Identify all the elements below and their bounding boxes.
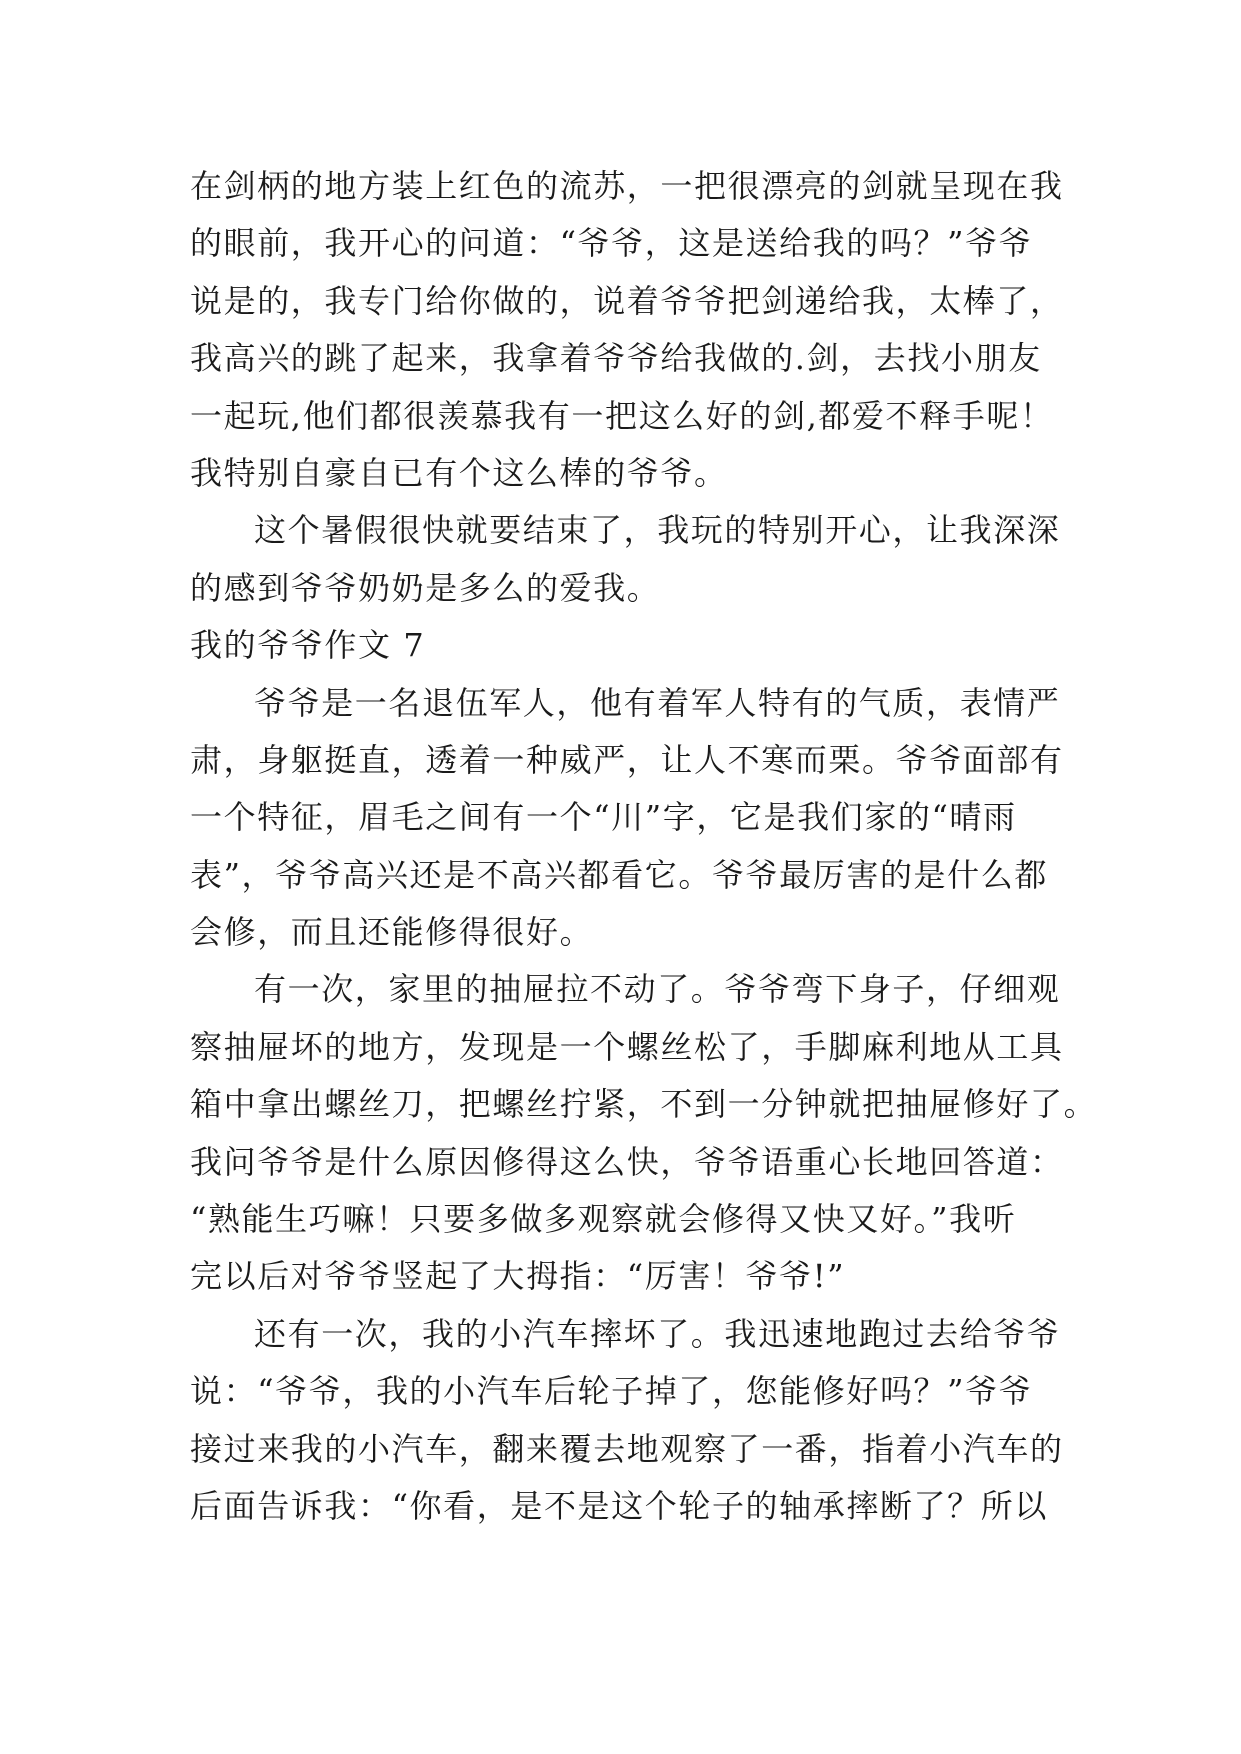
text-line: 我问爷爷是什么原因修得这么快，爷爷语重心长地回答道： — [190, 1142, 1064, 1181]
text-line: 说是的，我专门给你做的，说着爷爷把剑递给我，太棒了， — [190, 281, 1064, 320]
text-line: 会修，而且还能修得很好。 — [190, 913, 594, 952]
paragraph-first-line: 这个暑假很快就要结束了，我玩的特别开心，让我深深 — [254, 511, 1061, 550]
text-line: 表”，爷爷高兴还是不高兴都看它。爷爷最厉害的是什么都 — [190, 855, 1048, 894]
text-line: 一个特征，眉毛之间有一个“川”字，它是我们家的“晴雨 — [190, 798, 1017, 837]
text-line: 我特别自豪自已有个这么棒的爷爷。 — [190, 453, 728, 492]
text-line: 肃，身躯挺直，透着一种威严，让人不寒而栗。爷爷面部有 — [190, 740, 1064, 779]
text-line: 察抽屉坏的地方，发现是一个螺丝松了，手脚麻利地从工具 — [190, 1027, 1064, 1066]
paragraph-first-line: 还有一次，我的小汽车摔坏了。我迅速地跑过去给爷爷 — [254, 1314, 1061, 1353]
document-body — [190, 158, 1098, 1535]
text-line: 的感到爷爷奶奶是多么的爱我。 — [190, 568, 661, 607]
paragraph-first-line: 有一次，家里的抽屉拉不动了。爷爷弯下身子，仔细观 — [254, 970, 1061, 1009]
text-line: 我高兴的跳了起来，我拿着爷爷给我做的.剑，去找小朋友 — [190, 339, 1042, 378]
text-line: 说：“爷爷，我的小汽车后轮子掉了，您能修好吗？”爷爷 — [190, 1372, 1033, 1411]
paragraph-first-line: 爷爷是一名退伍军人，他有着军人特有的气质，表情严 — [254, 683, 1061, 722]
text-line: 在剑柄的地方装上红色的流苏，一把很漂亮的剑就呈现在我 — [190, 167, 1064, 205]
text-line: 接过来我的小汽车，翻来覆去地观察了一番，指着小汽车的 — [190, 1429, 1064, 1468]
text-line: 的眼前，我开心的问道：“爷爷，这是送给我的吗？”爷爷 — [190, 224, 1033, 263]
text-line: 完以后对爷爷竖起了大拇指：“厉害！爷爷!” — [190, 1257, 846, 1296]
text-line: 箱中拿出螺丝刀，把螺丝拧紧，不到一分钟就把抽屉修好了。 — [190, 1085, 1098, 1124]
text-line: 后面告诉我：“你看，是不是这个轮子的轴承摔断了？所以 — [190, 1486, 1048, 1525]
text-line: 一起玩,他们都很羡慕我有一把这么好的剑,都爱不释手呢！ — [190, 396, 1054, 435]
section-heading: 我的爷爷作文 7 — [190, 626, 426, 665]
text-line: “熟能生巧嘛！只要多做多观察就会修得又快又好。”我听 — [190, 1200, 1017, 1239]
